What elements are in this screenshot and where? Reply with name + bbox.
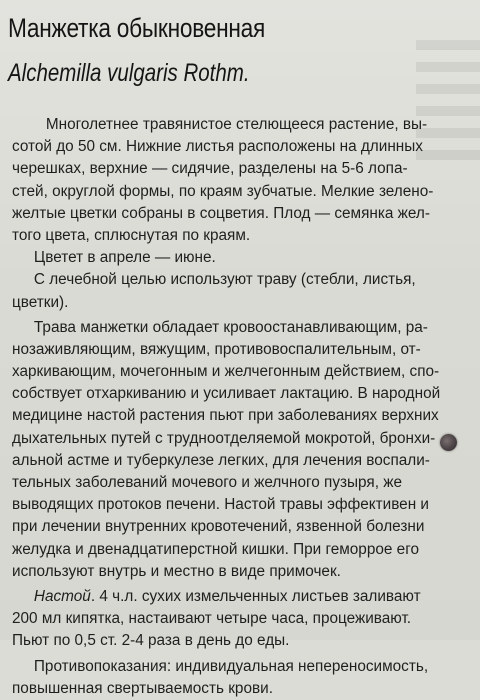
text-line: Цветет в апреле — июне. [33, 249, 216, 267]
article-body [12, 114, 470, 700]
text-line: собствует отхаркиванию и усиливает лактацию. В народной [12, 385, 441, 403]
text-line: желтые цветки собраны в соцветия. Плод — семянка жел- [12, 204, 430, 222]
text-line: стей, округлой формы, по краям зубчатые. Мелкие зелено- [12, 182, 434, 200]
text-line: альной астме и туберкулезе легких, для лечения воспали- [12, 451, 430, 469]
text-line: Пьют по 0,5 ст. 2-4 раза в день до еды. [12, 632, 290, 650]
text-line: желудка и двенадцатиперстной кишки. При геморрое его [12, 540, 419, 558]
latin-name: Alchemilla vulgaris Rothm. [8, 59, 250, 87]
text-line: повышенная свертываемость крови. [12, 679, 273, 697]
recipe-label: Настой [33, 587, 91, 605]
ink-spot [440, 434, 457, 451]
text-line: черешках, верхние — сидячие, разделены на 5-6 лопа- [12, 160, 408, 178]
text-line: нозаживляющим, вяжущим, противовоспалительным, от- [12, 340, 421, 358]
text-line: выводящих протоков печени. Настой травы эффективен и [12, 496, 430, 514]
text-line: Трава манжетки обладает кровоостанавливающим, ра- [33, 318, 428, 336]
text-line: того цвета, сплюснутая по краям. [12, 226, 251, 244]
text-line: Противопоказания: индивидуальная непереносимость, [33, 657, 429, 675]
recipe-line [12, 586, 468, 608]
text-line: харкивающим, мочегонным и желчегонным действием, спо- [12, 363, 440, 381]
text-line: Многолетнее травянистое стелющееся растение, вы- [45, 116, 428, 133]
text-line: С лечебной целью используют траву (стебли, листья, [33, 271, 416, 289]
text-line: тельных заболеваний мочевого и желчного пузыря, же [12, 474, 402, 491]
article-title: Манжетка обыкновенная [8, 13, 266, 43]
text-line: цветки). [12, 293, 69, 311]
text-line: 200 мл кипятка, настаивают четыре часа, процеживают. [12, 610, 412, 628]
text-line: медицине настой растения пьют при заболеваниях верхних [12, 407, 439, 425]
text-line: используют внутрь и местно в виде примочек. [12, 562, 341, 580]
recipe-text: . 4 ч.л. сухих измельченных листьев заливают [90, 587, 421, 605]
text-line: сотой до 50 см. Нижние листья расположены на длинных [12, 138, 423, 156]
text-line: дыхательных путей с трудноотделяемой мокротой, бронхи- [12, 429, 436, 447]
text-line: при лечении внутренних кровотечений, язвенной болезни [12, 518, 425, 536]
